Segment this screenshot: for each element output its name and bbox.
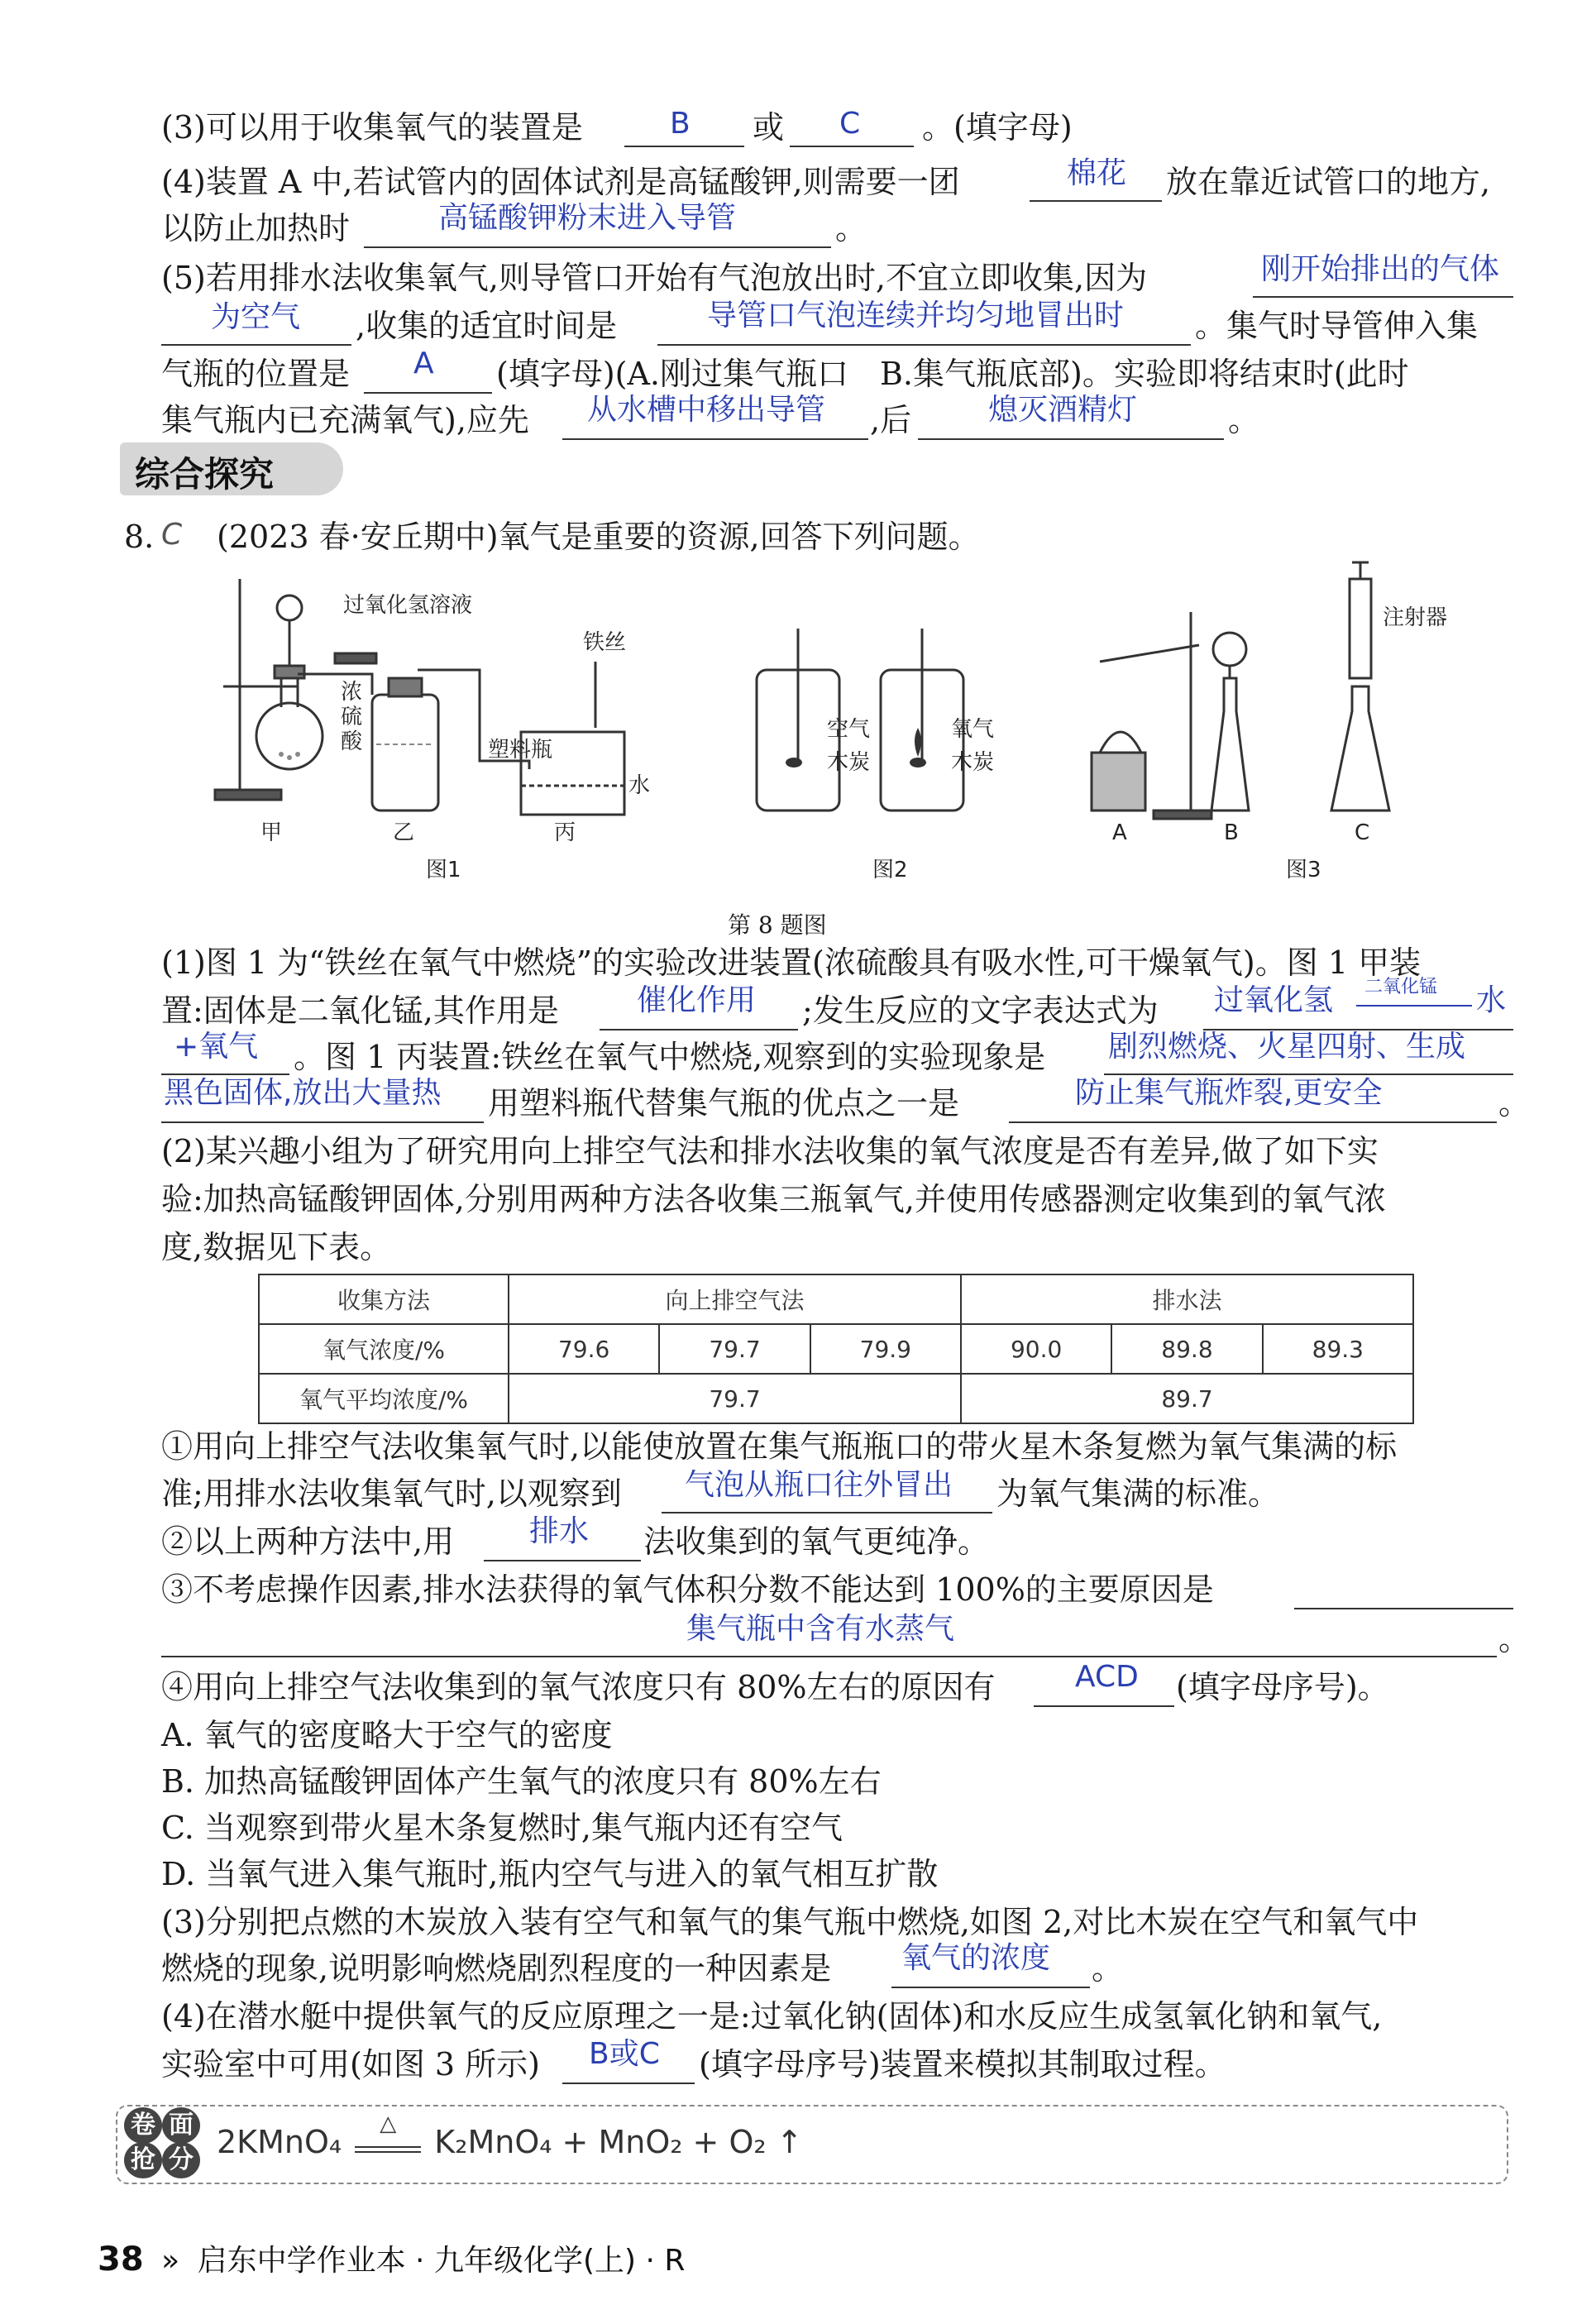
oxygen-data-table <box>258 1274 1414 1424</box>
blank-line <box>364 246 831 248</box>
answer-p1-4: 防止集气瓶炸裂,更安全 <box>1075 1076 1383 1110</box>
fig1-label-bottle: 塑料瓶 <box>488 738 553 763</box>
fig3-label-syringe: 注射器 <box>1383 605 1448 630</box>
p1-line3a: 。图 1 丙装置:铁丝在氧气中燃烧,观察到的实验现象是 <box>294 1039 1046 1075</box>
fig1-label-yi: 乙 <box>393 820 415 845</box>
fig1-label-d: 酸 <box>341 729 363 754</box>
badge-char: 卷 <box>124 2107 162 2144</box>
table-cell: 79.6 <box>509 1324 659 1374</box>
equation-condition-wrap <box>355 2111 421 2153</box>
answer-p1-3a: 剧烈燃烧、火星四射、生成 <box>1108 1030 1466 1064</box>
fig1-label-iron: 铁丝 <box>583 630 627 655</box>
p3-line2b: 。 <box>1092 1950 1124 1987</box>
blank-line <box>364 392 492 394</box>
p3-line1: (3)分别把点燃的木炭放入装有空气和氧气的集气瓶中燃烧,如图 2,对比木炭在空气和氧气中 <box>161 1904 1419 1940</box>
answer-p1-2c: +氧气 <box>174 1030 259 1064</box>
sub3-line-a: ③不考虑操作因素,排水法获得的氧气体积分数不能达到 100%的主要原因是 <box>161 1571 1214 1608</box>
answer-p3: 氧气的浓度 <box>901 1941 1051 1975</box>
table-cell: 79.7 <box>509 1374 961 1423</box>
blank-line <box>1253 296 1513 298</box>
table-cell: 氧气平均浓度/% <box>259 1374 509 1423</box>
heat-symbol: △ <box>380 2111 397 2136</box>
kmno4-equation <box>217 2111 803 2160</box>
answer-p1-3b: 黑色固体,放出大量热 <box>164 1076 442 1110</box>
page-number: 38 <box>98 2240 144 2279</box>
blank-line <box>161 1121 484 1123</box>
table-header-method: 收集方法 <box>259 1274 509 1324</box>
blank-line <box>790 146 914 147</box>
p4-line1: (4)在潜水艇中提供氧气的反应原理之一是:过氧化钠(固体)和水反应生成氢氧化钠和氧气, <box>161 1998 1383 2035</box>
answer-sub1: 气泡从瓶口往外冒出 <box>685 1468 953 1502</box>
blank-line <box>662 1512 992 1513</box>
sub4-line-a: ④用向上排空气法收集到的氧气浓度只有 80%左右的原因有 <box>161 1669 996 1705</box>
score-tip-badge <box>124 2107 203 2178</box>
p4-line2a: 实验室中可用(如图 3 所示) <box>161 2046 540 2083</box>
answer-q4-2: 高锰酸钾粉末进入导管 <box>438 201 737 235</box>
sub1-line2b: 为氧气集满的标准。 <box>996 1475 1280 1512</box>
fig2-label-charcoal1: 木炭 <box>827 750 871 775</box>
table-cell: 79.7 <box>659 1324 810 1374</box>
option-a: A. 氧气的密度略大于空气的密度 <box>161 1717 613 1753</box>
sub2-line-b: 法收集到的氧气更纯净。 <box>643 1523 990 1560</box>
answer-q5-2: 导管口气泡连续并均匀地冒出时 <box>707 299 1125 332</box>
q5-line1: (5)若用排水法收集氧气,则导管口开始有气泡放出时,不宜立即收集,因为 <box>161 260 1148 296</box>
p1-line2a: 置:固体是二氧化锰,其作用是 <box>161 992 559 1029</box>
page-footer <box>98 2237 685 2279</box>
q4-text-b: 放在靠近试管口的地方, <box>1166 164 1491 200</box>
figure-1 <box>207 571 703 905</box>
blank-line <box>161 1656 1497 1657</box>
equation-right: K₂MnO₄ + MnO₂ + O₂ ↑ <box>434 2124 803 2160</box>
answer-sub2: 排水 <box>529 1514 590 1548</box>
table-header-water: 排水法 <box>961 1274 1413 1324</box>
blank-line <box>161 344 351 346</box>
q5-line2a: ,收集的适宜时间是 <box>356 308 618 344</box>
blank-line <box>1030 200 1162 202</box>
book-title: 启东中学作业本 · 九年级化学(上) · R <box>197 2244 686 2278</box>
table-cell: 89.3 <box>1263 1324 1413 1374</box>
chevron-right-icon: » <box>161 2244 180 2278</box>
q4-text-d: 。 <box>835 210 867 246</box>
blank-line <box>600 1029 798 1030</box>
q5-line4c: 。 <box>1228 402 1260 438</box>
q3-text-a: (3)可以用于收集氧气的装置是 <box>161 109 583 146</box>
q8-stem: (2023 春·安丘期中)氧气是重要的资源,回答下列问题。 <box>217 519 980 555</box>
badge-char: 面 <box>162 2107 200 2144</box>
figure-3 <box>1075 562 1447 905</box>
q4-text-a: (4)装置 A 中,若试管内的固体试剂是高锰酸钾,则需要一团 <box>161 164 960 200</box>
table-cell: 79.9 <box>810 1324 961 1374</box>
option-d: D. 当氧气进入集气瓶时,瓶内空气与进入的氧气相互扩散 <box>161 1856 939 1892</box>
blank-line <box>1294 1608 1513 1609</box>
figure-caption: 第 8 题图 <box>728 911 827 939</box>
answer-p1-catalyst: 二氧化锰 <box>1364 977 1438 997</box>
answer-q5-5: 熄灭酒精灯 <box>988 393 1138 427</box>
fig2-label-charcoal2: 木炭 <box>951 750 995 775</box>
option-c: C. 当观察到带火星木条复燃时,集气瓶内还有空气 <box>161 1810 843 1846</box>
section-title: 综合探究 <box>135 454 275 495</box>
answer-sub3: 集气瓶中含有水蒸气 <box>686 1612 955 1646</box>
equation-equals <box>355 2146 421 2153</box>
answer-q4-1: 棉花 <box>1067 156 1127 190</box>
p1-line4b: 。 <box>1498 1085 1531 1121</box>
fig3-label-B: B <box>1224 820 1239 845</box>
answer-p4: B或C <box>589 2037 660 2071</box>
option-b: B. 加热高锰酸钾固体产生氧气的浓度只有 80%左右 <box>161 1763 882 1800</box>
fig1-label-jia: 甲 <box>260 820 283 845</box>
p3-line2a: 燃烧的现象,说明影响燃烧剧烈程度的一种因素是 <box>161 1950 832 1987</box>
p1-line1: (1)图 1 为“铁丝在氧气中燃烧”的实验改进装置(浓硫酸具有吸水性,可干燥氧气)。图 1 甲装 <box>161 944 1422 981</box>
answer-q3-2: C <box>839 107 861 141</box>
p2-line3: 度,数据见下表。 <box>161 1229 392 1265</box>
sub3-line-b: 。 <box>1498 1621 1531 1657</box>
fig1-label-b: 浓 <box>341 680 363 705</box>
sub2-line-a: ②以上两种方法中,用 <box>161 1523 455 1560</box>
blank-line <box>624 146 744 147</box>
answer-q5-1: 刚开始排出的气体 <box>1261 252 1500 286</box>
q3-text-c: 。(填字母) <box>922 109 1073 146</box>
q5-line3a: 气瓶的位置是 <box>161 356 351 392</box>
q8-grade: C <box>161 518 183 552</box>
blank-line <box>657 344 1191 346</box>
equation-left: 2KMnO₄ <box>217 2124 342 2160</box>
table-cell: 氧气浓度/% <box>259 1324 509 1374</box>
answer-q3-1: B <box>670 107 691 141</box>
q5-line4a: 集气瓶内已充满氧气),应先 <box>161 402 529 438</box>
sub1-line1: ①用向上排空气法收集氧气时,以能使放置在集气瓶瓶口的带火星木条复燃为氧气集满的标 <box>161 1428 1398 1465</box>
fig1-label-water: 水 <box>628 773 651 798</box>
section-title-banner <box>120 442 343 495</box>
blank-line <box>1009 1121 1497 1123</box>
p1-line4a: 用塑料瓶代替集气瓶的优点之一是 <box>488 1085 960 1121</box>
answer-p1-2b: 水 <box>1476 983 1507 1017</box>
table-cell: 90.0 <box>961 1324 1111 1374</box>
fig1-label-bing: 丙 <box>554 820 576 845</box>
p2-line1: (2)某兴趣小组为了研究用向上排空气法和排水法收集的氧气浓度是否有差异,做了如下实 <box>161 1133 1379 1169</box>
reaction-arrow <box>1356 1005 1472 1007</box>
fig2-label-air: 空气 <box>827 717 871 742</box>
sub4-line-b: (填字母序号)。 <box>1176 1669 1389 1705</box>
table-cell: 89.8 <box>1111 1324 1262 1374</box>
sub1-line2a: 准;用排水法收集氧气时,以观察到 <box>161 1475 622 1512</box>
p2-line2: 验:加热高锰酸钾固体,分别用两种方法各收集三瓶氧气,并使用传感器测定收集到的氧气浓 <box>161 1181 1386 1217</box>
fig3-label-A: A <box>1112 820 1127 845</box>
q4-text-c: 以防止加热时 <box>161 210 351 246</box>
fig3-label-C: C <box>1355 820 1370 845</box>
fig1-label-c: 硫 <box>341 705 363 729</box>
fig2-label-oxygen: 氧气 <box>951 717 995 742</box>
blank-line <box>891 1987 1090 1988</box>
fig2-caption: 图2 <box>872 858 908 882</box>
blank-line <box>918 438 1224 440</box>
q5-line2b: 。集气时导管伸入集 <box>1195 308 1479 344</box>
q8-number: 8. <box>124 519 155 555</box>
fig1-caption: 图1 <box>426 858 461 882</box>
blank-line <box>484 1560 641 1561</box>
q5-line3b: (填字母)(A.刚过集气瓶口 B.集气瓶底部)。实验即将结束时(此时 <box>496 356 1409 392</box>
answer-p1-2a: 过氧化氢 <box>1214 983 1334 1017</box>
answer-sub4: ACD <box>1075 1660 1139 1694</box>
table-cell: 89.7 <box>961 1374 1413 1423</box>
p4-line2b: (填字母序号)装置来模拟其制取过程。 <box>699 2046 1226 2083</box>
table-header-upward: 向上排空气法 <box>509 1274 961 1324</box>
q5-line4b: ,后 <box>870 402 912 438</box>
q3-text-b: 或 <box>753 109 785 146</box>
p1-line2b: ;发生反应的文字表达式为 <box>802 992 1159 1029</box>
answer-q5-1b: 为空气 <box>211 300 301 334</box>
blank-line <box>562 2083 695 2084</box>
blank-line <box>562 438 868 440</box>
answer-p1-1: 催化作用 <box>637 983 757 1017</box>
figure-2 <box>744 571 1042 905</box>
blank-line <box>1034 1705 1174 1707</box>
badge-char: 分 <box>162 2142 200 2178</box>
fig3-caption: 图3 <box>1286 858 1321 882</box>
answer-q5-4: 从水槽中移出导管 <box>587 393 826 427</box>
badge-char: 抢 <box>124 2142 162 2178</box>
fig1-label-h2o2: 过氧化氢溶液 <box>343 593 473 618</box>
answer-q5-3: A <box>413 347 434 380</box>
